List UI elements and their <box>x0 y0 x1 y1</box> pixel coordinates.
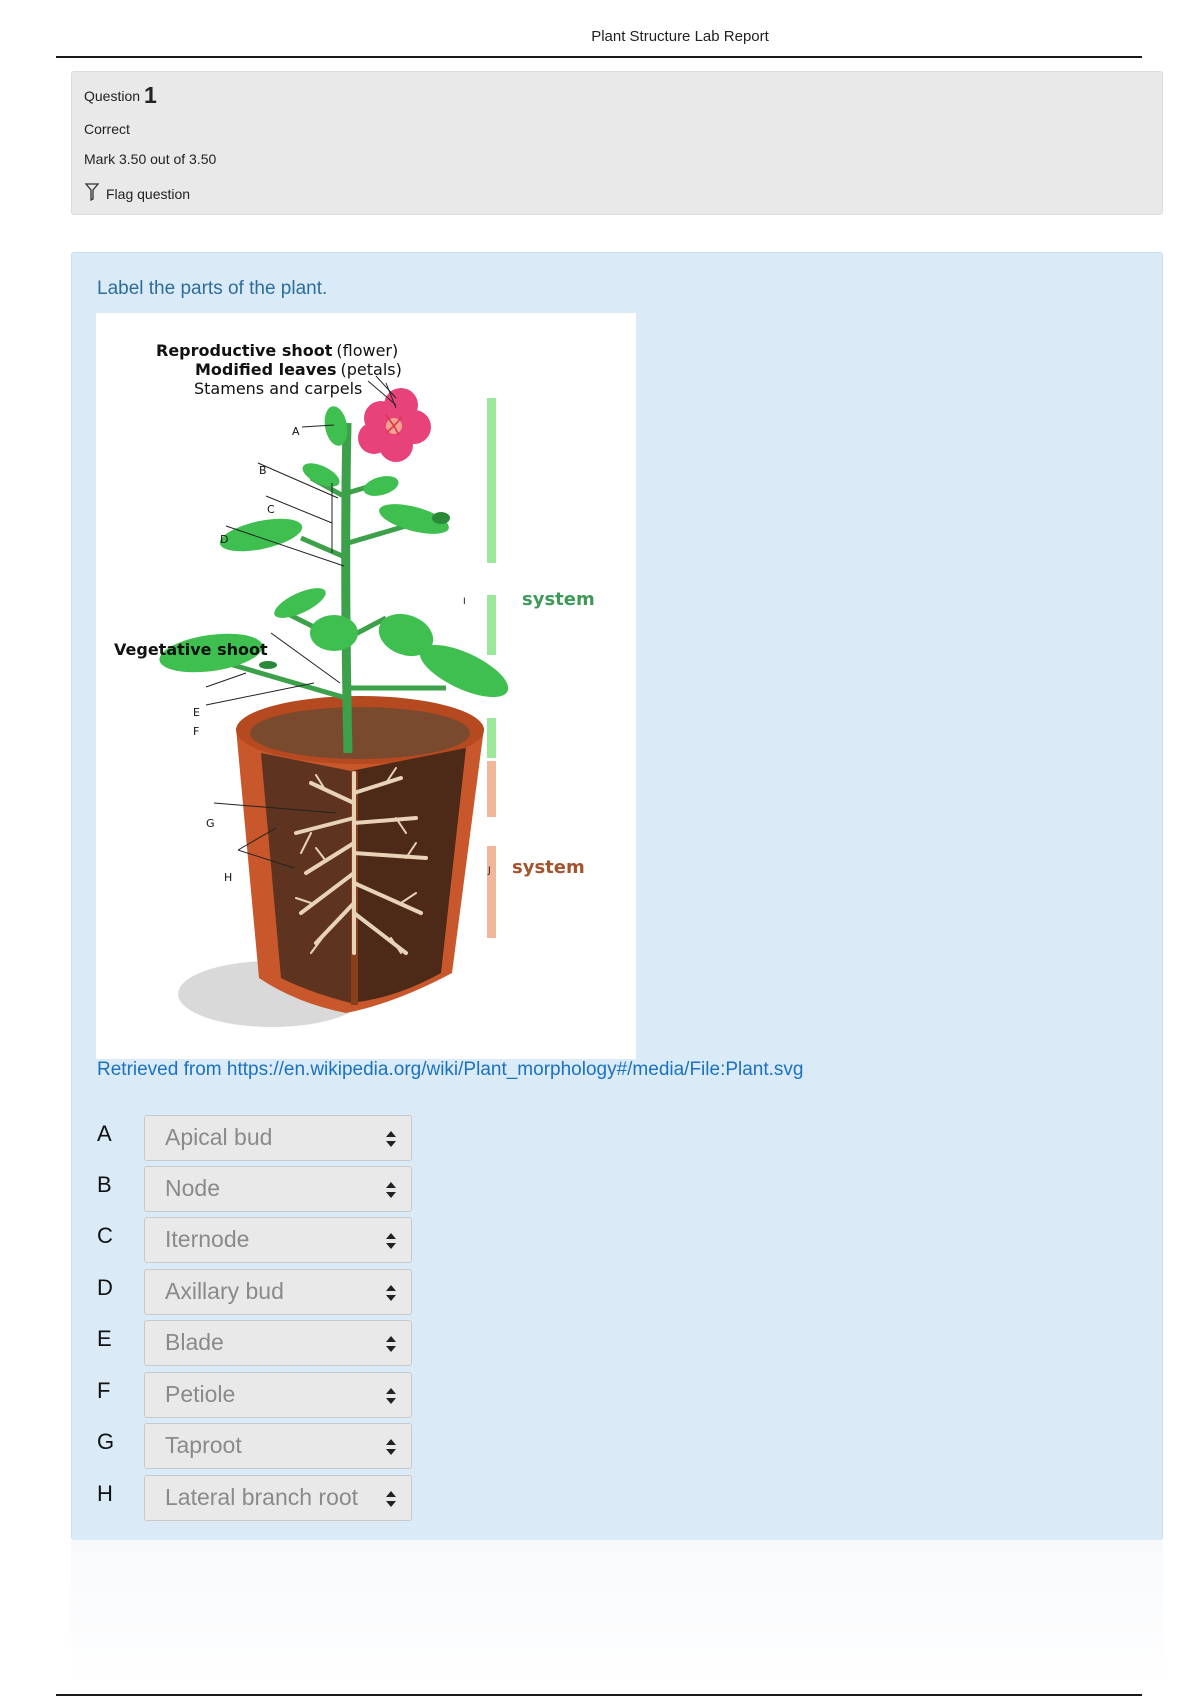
question-number-line <box>84 82 157 109</box>
source-link[interactable]: https://en.wikipedia.org/wiki/Plant_morphology#/media/File:Plant.svg <box>226 1059 804 1080</box>
figure-letter-i: I <box>463 597 466 607</box>
answer-value: Iternode <box>165 1226 250 1252</box>
answer-row-h <box>97 1475 417 1521</box>
svg-text:Reproductive shoot(flower) <box>156 341 398 360</box>
answer-value: Taproot <box>165 1432 242 1458</box>
answer-letter: F <box>97 1378 111 1403</box>
answer-select-g[interactable] <box>144 1423 412 1469</box>
label-stamens: Stamens and carpels <box>194 379 363 398</box>
select-arrows-icon <box>385 1437 397 1457</box>
answer-row-b <box>97 1166 417 1212</box>
label-modified: Modified leaves <box>195 360 337 379</box>
image-source <box>97 1059 804 1081</box>
answer-select-c[interactable] <box>144 1217 412 1263</box>
figure-letter-b: B <box>259 464 267 477</box>
figure-letter-d: D <box>220 533 229 546</box>
select-arrows-icon <box>385 1386 397 1406</box>
select-arrows-icon <box>385 1334 397 1354</box>
question-state: Correct <box>84 121 130 137</box>
answer-value: Apical bud <box>165 1124 273 1150</box>
answer-value: Blade <box>165 1329 224 1355</box>
select-arrows-icon <box>385 1129 397 1149</box>
flag-icon <box>84 183 100 204</box>
question-formulation <box>71 252 1163 1540</box>
answer-select-d[interactable] <box>144 1269 412 1315</box>
answer-letter: G <box>97 1429 115 1454</box>
label-modified-note: (petals) <box>340 360 402 379</box>
label-system-j: system <box>512 857 585 878</box>
page-header: Plant Structure Lab Report <box>591 28 769 45</box>
answer-letter: E <box>97 1326 112 1351</box>
select-arrows-icon <box>385 1283 397 1303</box>
question-info-panel <box>71 71 1163 215</box>
answer-row-a <box>97 1115 417 1161</box>
label-repro: Reproductive shoot <box>156 341 333 360</box>
answer-row-c <box>97 1217 417 1263</box>
answer-value: Petiole <box>165 1381 236 1407</box>
question-number: 1 <box>144 82 157 108</box>
answer-letter: H <box>97 1481 113 1506</box>
header-rule <box>56 56 1142 58</box>
question-label: Question <box>84 88 141 104</box>
answer-row-g <box>97 1423 417 1469</box>
answer-select-h[interactable] <box>144 1475 412 1521</box>
answer-letter: A <box>97 1121 112 1146</box>
answer-row-e <box>97 1320 417 1366</box>
answer-select-b[interactable] <box>144 1166 412 1212</box>
figure-letter-c: C <box>267 503 275 516</box>
answer-select-a[interactable] <box>144 1115 412 1161</box>
answer-row-f <box>97 1372 417 1418</box>
answer-letter: C <box>97 1223 113 1248</box>
figure-letter-e: E <box>193 706 200 719</box>
plant-diagram <box>96 313 636 1059</box>
select-arrows-icon <box>385 1231 397 1251</box>
label-repro-note: (flower) <box>336 341 399 360</box>
page-bottom-area <box>71 1540 1163 1690</box>
figure-letter-a: A <box>292 425 300 438</box>
answer-row-d <box>97 1269 417 1315</box>
answer-select-e[interactable] <box>144 1320 412 1366</box>
figure-letter-g: G <box>206 817 215 830</box>
footer-rule <box>56 1694 1142 1696</box>
figure-letter-h: H <box>224 871 233 884</box>
flag-question-label: Flag question <box>106 185 191 202</box>
answer-value: Node <box>165 1175 220 1201</box>
select-arrows-icon <box>385 1489 397 1509</box>
question-mark: Mark 3.50 out of 3.50 <box>84 151 217 167</box>
source-prefix: Retrieved from <box>97 1059 227 1080</box>
answer-value: Axillary bud <box>165 1278 284 1304</box>
question-prompt: Label the parts of the plant. <box>97 278 328 299</box>
answer-letter: B <box>97 1172 112 1197</box>
answer-select-f[interactable] <box>144 1372 412 1418</box>
figure-letter-j: J <box>488 866 491 876</box>
plant-diagram-svg <box>96 313 636 1059</box>
label-system-i: system <box>522 589 595 610</box>
answer-letter: D <box>97 1275 113 1300</box>
answer-value: Lateral branch root <box>165 1484 359 1510</box>
flag-question-link[interactable] <box>84 183 190 204</box>
label-vegetative: Vegetative shoot <box>114 640 268 659</box>
figure-letter-f: F <box>193 725 200 738</box>
select-arrows-icon <box>385 1180 397 1200</box>
svg-text:Modified leaves(petals) <box>195 360 402 379</box>
